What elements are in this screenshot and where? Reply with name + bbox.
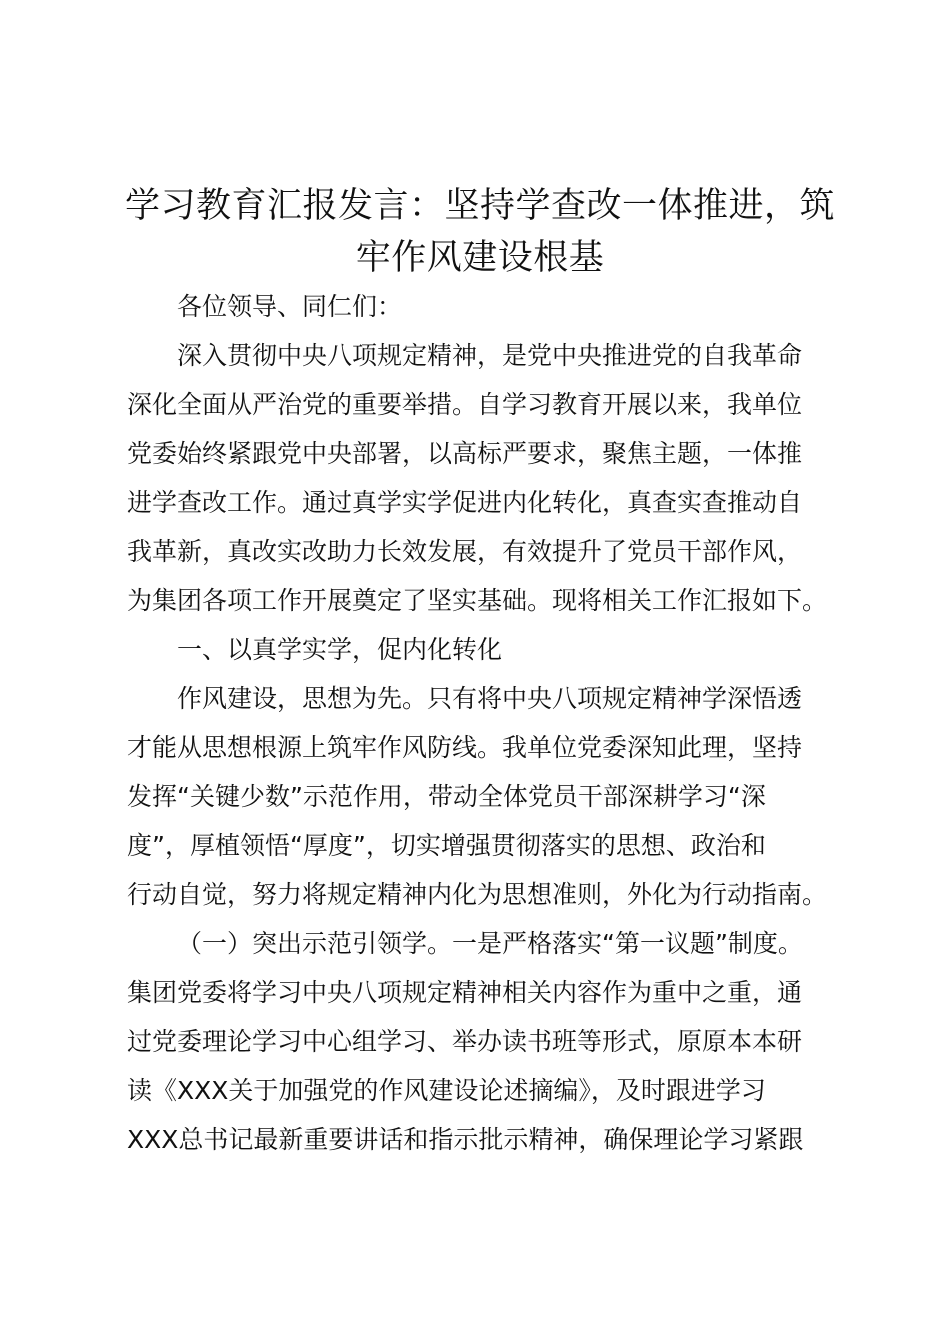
body-line: 作风建设，思想为先。只有将中央八项规定精神学深悟透 — [177, 684, 803, 713]
title-line-1: 学习教育汇报发言：坚持学查改一体推进，筑 — [124, 186, 835, 226]
body-line: 过党委理论学习中心组学习、举办读书班等形式，原原本本研 — [127, 1027, 803, 1056]
body-line: （一）突出示范引领学。一是严格落实“第一议题”制度。 — [177, 929, 803, 958]
body-line: 深入贯彻中央八项规定精神，是党中央推进党的自我革命 — [177, 341, 803, 370]
body-line: 集团党委将学习中央八项规定精神相关内容作为重中之重，通 — [127, 978, 803, 1007]
body-line: 度”，厚植领悟“厚度”，切实增强贯彻落实的思想、政治和 — [127, 831, 766, 860]
body-line: 党委始终紧跟党中央部署，以高标严要求，聚焦主题，一体推 — [127, 439, 803, 468]
body-line: 各位领导、同仁们： — [177, 292, 403, 321]
document-title — [120, 180, 840, 284]
body-line: 为集团各项工作开展奠定了坚实基础。现将相关工作汇报如下。 — [127, 586, 828, 615]
body-line: 才能从思想根源上筑牢作风防线。我单位党委深知此理，坚持 — [127, 733, 803, 762]
body-line: 我革新，真改实改助力长效发展，有效提升了党员干部作风， — [127, 537, 803, 566]
body-line: 深化全面从严治党的重要举措。自学习教育开展以来，我单位 — [127, 390, 803, 419]
body-line: 一、以真学实学，促内化转化 — [177, 635, 503, 664]
body-line: 进学查改工作。通过真学实学促进内化转化，真查实查推动自 — [127, 488, 803, 517]
title-line-2: 牢作风建设根基 — [355, 238, 605, 278]
body-line: 发挥“关键少数”示范作用，带动全体党员干部深耕学习“深 — [127, 782, 766, 811]
document-body — [127, 282, 847, 1164]
body-line: 读《XXX关于加强党的作风建设论述摘编》，及时跟进学习 — [127, 1076, 766, 1105]
body-line: 行动自觉，努力将规定精神内化为思想准则，外化为行动指南。 — [127, 880, 828, 909]
body-line: XXX总书记最新重要讲话和指示批示精神，确保理论学习紧跟 — [127, 1125, 804, 1154]
